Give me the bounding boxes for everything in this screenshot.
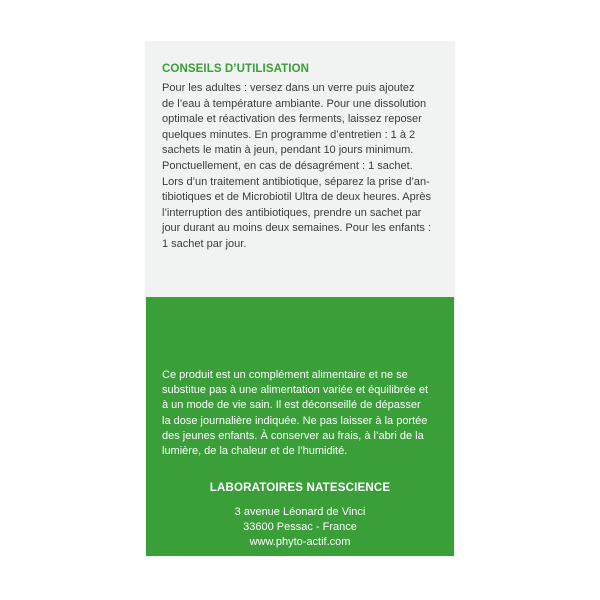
manufacturer-city: 33600 Pessac - France bbox=[243, 521, 357, 533]
usage-heading: CONSEILS D’UTILISATION bbox=[162, 63, 310, 75]
warning-text: Ce produit est un complément alimentaire et ne se substitue pas à une alimentation variée et équilibrée et à un mode de vie sain. Il est déconseillé de dépasser la dose journalière indiquée. Ne pas laisser à la portée des jeunes enfants. À conserver au frais, à l’abri de la lumière, de la chaleur et de l’humidité. bbox=[162, 369, 429, 458]
manufacturer-street: 3 avenue Léonard de Vinci bbox=[234, 506, 366, 518]
manufacturer-name: LABORATOIRES NATESCIENCE bbox=[209, 482, 391, 494]
product-label-panel bbox=[146, 42, 454, 556]
manufacturer-website: www.phyto-actif.com bbox=[249, 536, 351, 548]
usage-instructions: Pour les adultes : versez dans un verre puis ajoutez de l’eau à température ambiante. Pour une dissolution optimale et réactivation des ferments, laissez reposer quelques minutes. En programme d’entretien : 1 à 2 sachets le matin à jeun, pendant 10 jours minimum. Ponctuellement, en cas de désagrément : 1 sachet. Lors d’un traitement antibiotique, séparez la prise d’an- tibiotiques et de Microbiotil Ultra de deux heures. Après l’interruption des antibiotiques, prendre un sachet par jour durant au moins deux semaines. Pour les enfants : 1 sachet par jour. bbox=[162, 82, 432, 250]
usage-section bbox=[146, 42, 454, 297]
warning-section bbox=[146, 297, 454, 556]
